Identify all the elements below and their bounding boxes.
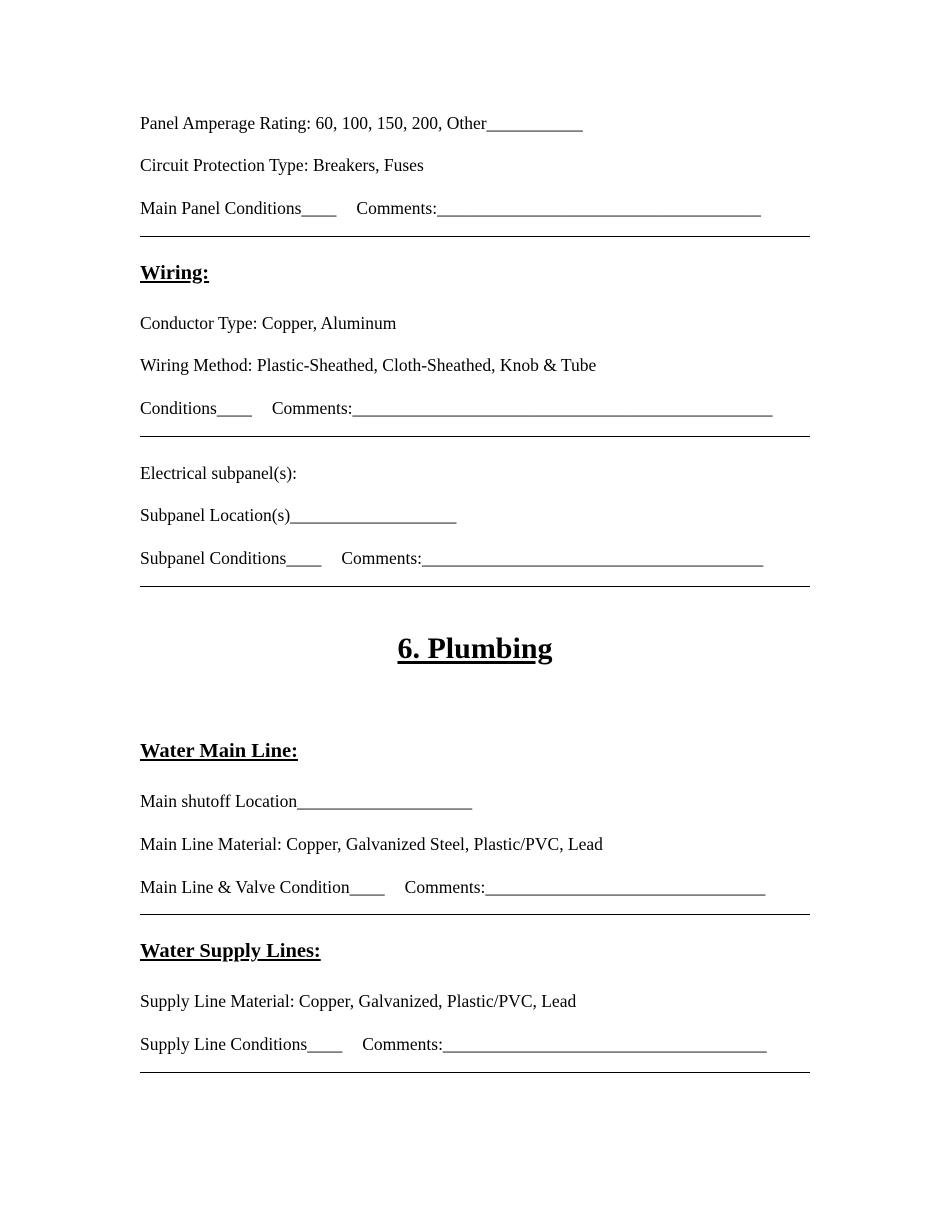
- comment-continuation-line: [140, 914, 810, 915]
- panel-amperage-rating: Panel Amperage Rating: 60, 100, 150, 200, Other___________: [140, 113, 583, 133]
- wiring-heading: Wiring:: [140, 262, 210, 284]
- main-panel-comments-field: Comments:_____________________________________: [356, 198, 761, 218]
- subpanel-comments-field: Comments:_______________________________________: [341, 548, 764, 568]
- main-line-condition-field: Main Line & Valve Condition____: [140, 877, 385, 897]
- water-supply-lines-heading: Water Supply Lines:: [140, 940, 321, 962]
- comment-continuation-line: [140, 1072, 810, 1073]
- main-line-material: Main Line Material: Copper, Galvanized Steel, Plastic/PVC, Lead: [140, 834, 603, 854]
- main-shutoff-location-field: Main shutoff Location____________________: [140, 791, 473, 811]
- subpanel-conditions-field: Subpanel Conditions____: [140, 548, 322, 568]
- comment-continuation-line: [140, 236, 810, 237]
- main-line-condition-row: [140, 876, 765, 898]
- main-panel-conditions-field: Main Panel Conditions____: [140, 198, 337, 218]
- conductor-type: Conductor Type: Copper, Aluminum: [140, 313, 397, 333]
- subpanel-conditions-row: [140, 547, 763, 569]
- wiring-conditions-field: Conditions____: [140, 398, 252, 418]
- wiring-comments-field: Comments:________________________________________________: [271, 398, 773, 418]
- supply-line-conditions-row: [140, 1033, 767, 1055]
- plumbing-section-title: 6. Plumbing: [397, 632, 553, 665]
- main-line-comments-field: Comments:________________________________: [404, 877, 766, 897]
- comment-continuation-line: [140, 586, 810, 587]
- circuit-protection-type: Circuit Protection Type: Breakers, Fuses: [140, 155, 424, 175]
- water-main-line-heading: Water Main Line:: [140, 740, 298, 762]
- subpanel-location-field: Subpanel Location(s)___________________: [140, 505, 457, 525]
- supply-line-conditions-field: Supply Line Conditions____: [140, 1034, 343, 1054]
- electrical-subpanels-label: Electrical subpanel(s):: [140, 463, 297, 483]
- comment-continuation-line: [140, 436, 810, 437]
- wiring-method: Wiring Method: Plastic-Sheathed, Cloth-Sheathed, Knob & Tube: [140, 355, 597, 375]
- wiring-conditions-row: [140, 397, 773, 419]
- supply-line-material: Supply Line Material: Copper, Galvanized, Plastic/PVC, Lead: [140, 991, 577, 1011]
- supply-line-comments-field: Comments:_____________________________________: [362, 1034, 767, 1054]
- main-panel-conditions-row: [140, 197, 761, 219]
